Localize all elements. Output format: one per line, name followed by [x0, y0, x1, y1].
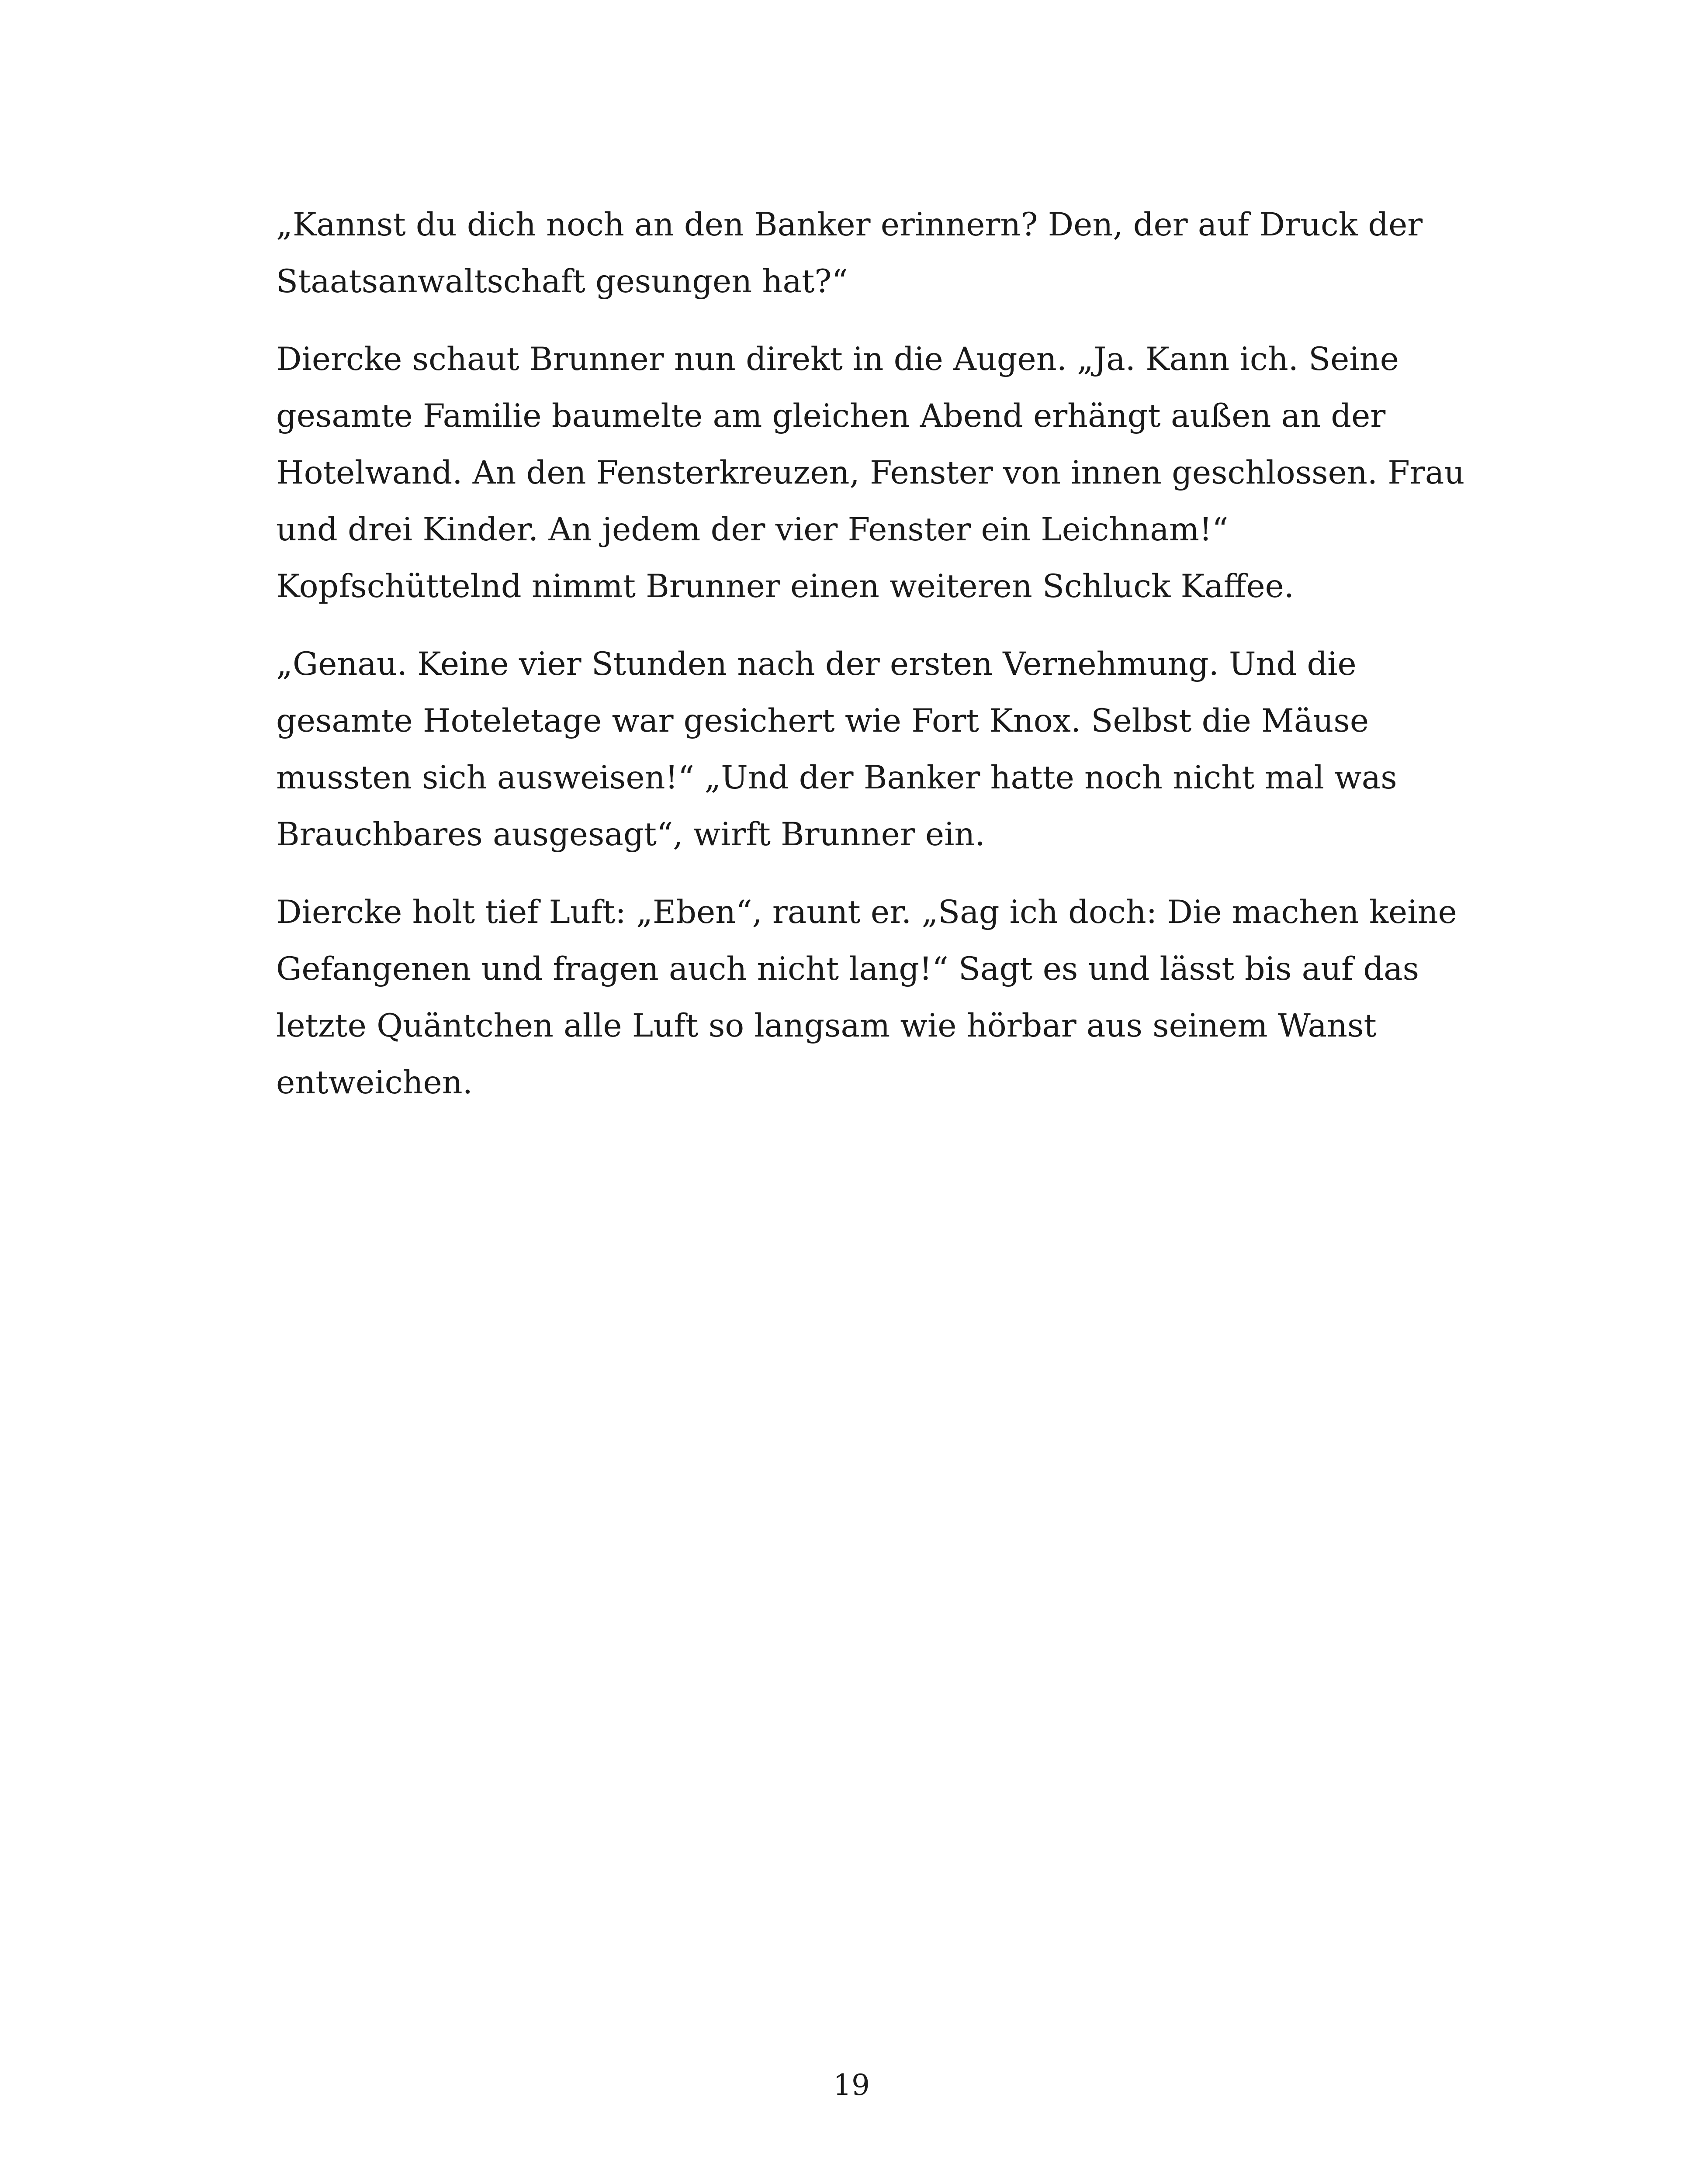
text-line: entweichen. [276, 1064, 473, 1101]
text-line: Diercke holt tief Luft: „Eben“, raunt er. „Sag ich doch: Die machen keine [276, 894, 1457, 931]
paragraph-spacer [276, 863, 1587, 884]
text-line: Diercke schaut Brunner nun direkt in die Augen. „Ja. Kann ich. Seine [276, 341, 1399, 378]
text-line: letzte Quäntchen alle Luft so langsam wie hörbar aus seinem Wanst [276, 1007, 1377, 1044]
text-line: gesamte Hoteletage war gesichert wie Fort Knox. Selbst die Mäuse [276, 702, 1369, 740]
text-line: mussten sich ausweisen!“ „Und der Banker hatte noch nicht mal was [276, 759, 1397, 796]
text-line: gesamte Familie baumelte am gleichen Abend erhängt außen an der [276, 397, 1386, 435]
paragraph-2 [276, 331, 1587, 615]
text-line: „Genau. Keine vier Stunden nach der ersten Vernehmung. Und die [276, 646, 1357, 683]
text-line: Kopfschüttelnd nimmt Brunner einen weiteren Schluck Kaffee. [276, 568, 1295, 605]
text-line: Gefangenen und fragen auch nicht lang!“ Sagt es und lässt bis auf das [276, 950, 1419, 988]
body-text [276, 197, 1587, 1111]
paragraph-4 [276, 884, 1587, 1111]
paragraph-spacer [276, 310, 1587, 331]
paragraph-3 [276, 636, 1587, 863]
paragraph-1 [276, 197, 1587, 310]
text-line: Brauchbares ausgesagt“, wirft Brunner ein. [276, 816, 985, 853]
text-line: Hotelwand. An den Fensterkreuzen, Fenster von innen geschlossen. Frau [276, 454, 1465, 491]
text-line: „Kannst du dich noch an den Banker erinnern? Den, der auf Druck der [276, 206, 1423, 243]
paragraph-spacer [276, 615, 1587, 636]
text-line: Staatsanwaltschaft gesungen hat?“ [276, 263, 848, 300]
page-number: 19 [833, 2068, 870, 2102]
text-line: und drei Kinder. An jedem der vier Fenster ein Leichnam!“ [276, 511, 1229, 548]
